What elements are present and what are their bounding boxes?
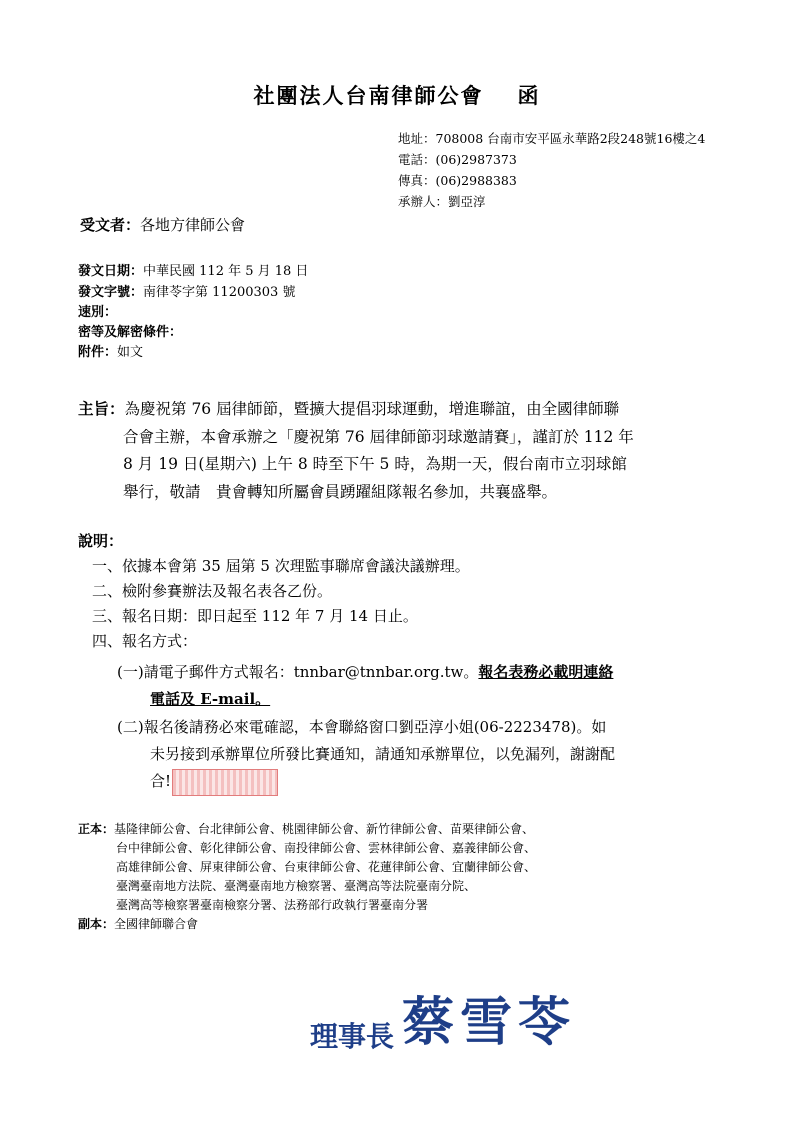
explanation-item-1: 一、依據本會第 35 屆第 5 次理監事聯席會議決議辦理。 bbox=[92, 557, 470, 575]
registration-note-bold-2: 電話及 E-mail。 bbox=[150, 690, 271, 708]
registration-method-1 bbox=[117, 660, 613, 684]
registration-method-2-line-3: 合! bbox=[150, 772, 172, 790]
secrecy-label: 密等及解密條件： bbox=[78, 325, 183, 340]
explanation-item-3: 三、報名日期：即日起至 112 年 7 月 14 日止。 bbox=[92, 607, 418, 625]
signature-name: 蔡雪苓 bbox=[402, 992, 577, 1053]
main-recipients-line-4: 臺灣臺南地方法院、臺灣臺南地方檢察署、臺灣高等法院臺南分院、 bbox=[116, 879, 477, 893]
attachment-value: 如文 bbox=[117, 345, 144, 360]
contact-address: 地址：708008 台南市安平區永華路2段248號16樓之4 bbox=[398, 131, 706, 146]
red-seal-stamp bbox=[172, 769, 278, 796]
subject-line-4: 舉行，敬請 貴會轉知所屬會員踴躍組隊報名參加，共襄盛舉。 bbox=[123, 482, 558, 501]
subject bbox=[78, 395, 634, 506]
main-recipients-label: 正本： bbox=[78, 822, 115, 836]
org-name: 社團法人台南律師公會 bbox=[253, 83, 484, 108]
contact-phone: 電話：(06)2987373 bbox=[398, 152, 517, 167]
signature bbox=[310, 980, 576, 1055]
main-recipients-line-1 bbox=[78, 820, 534, 839]
main-recipients-line-5: 臺灣高等檢察署臺南檢察分署、法務部行政執行署臺南分署 bbox=[116, 898, 429, 912]
issue-date bbox=[78, 262, 308, 282]
copy-recipients-value: 全國律師聯合會 bbox=[114, 917, 199, 931]
recipient bbox=[80, 214, 245, 235]
issue-date-value: 中華民國 112 年 5 月 18 日 bbox=[143, 264, 309, 279]
doc-type: 函 bbox=[517, 83, 541, 108]
registration-method-2-line-2: 未另接到承辦單位所發比賽通知，請通知承辦單位，以免漏列，謝謝配 bbox=[150, 745, 616, 763]
subject-line-2: 合會主辦，本會承辦之「慶祝第 76 屆律師節羽球邀請賽」，謹訂於 112 年 bbox=[123, 427, 634, 446]
explanation-item-2: 二、檢附參賽辦法及報名表各乙份。 bbox=[92, 582, 333, 600]
contact-fax: 傳真：(06)2988383 bbox=[398, 173, 517, 188]
subject-line-3: 8 月 19 日(星期六) 上午 8 時至下午 5 時，為期一天，假台南市立羽球館 bbox=[123, 455, 627, 473]
document-title bbox=[0, 80, 794, 110]
explanation-item-4: 四、報名方式： bbox=[92, 632, 198, 650]
issue-number bbox=[78, 283, 295, 303]
registration-note-bold: 報名表務必載明連絡 bbox=[478, 663, 614, 681]
speed-label: 速別： bbox=[78, 305, 118, 320]
issue-number-value: 南律苓字第 11200303 號 bbox=[143, 285, 296, 300]
recipient-label: 受文者： bbox=[80, 216, 141, 234]
contact-handler: 承辦人：劉亞淳 bbox=[398, 194, 486, 209]
signature-title: 理事長 bbox=[310, 1020, 395, 1053]
registration-method-2-line-1: (二)報名後請務必來電確認，本會聯絡窗口劉亞淳小姐(06-2223478)。如 bbox=[117, 718, 607, 736]
registration-email-text: (一)請電子郵件方式報名：tnnbar@tnnbar.org.tw。 bbox=[117, 663, 479, 681]
subject-label: 主旨： bbox=[78, 399, 125, 418]
issue-number-label: 發文字號： bbox=[78, 285, 144, 300]
main-recipients-text-1: 基隆律師公會、台北律師公會、桃園律師公會、新竹律師公會、苗栗律師公會、 bbox=[114, 822, 535, 836]
attachment bbox=[78, 343, 143, 363]
recipient-value: 各地方律師公會 bbox=[140, 216, 246, 234]
explanation-heading: 說明： bbox=[78, 532, 124, 550]
main-recipients-line-2: 台中律師公會、彰化律師公會、南投律師公會、雲林律師公會、嘉義律師公會、 bbox=[116, 841, 537, 855]
subject-line-1: 為慶祝第 76 屆律師節，暨擴大提倡羽球運動，增進聯誼，由全國律師聯 bbox=[124, 400, 620, 418]
issue-date-label: 發文日期： bbox=[78, 264, 144, 279]
main-recipients-line-3: 高雄律師公會、屏東律師公會、台東律師公會、花蓮律師公會、宜蘭律師公會、 bbox=[116, 860, 537, 874]
copy-recipients-label: 副本： bbox=[78, 917, 115, 931]
attachment-label: 附件： bbox=[78, 345, 118, 360]
copy-recipients bbox=[78, 915, 198, 934]
